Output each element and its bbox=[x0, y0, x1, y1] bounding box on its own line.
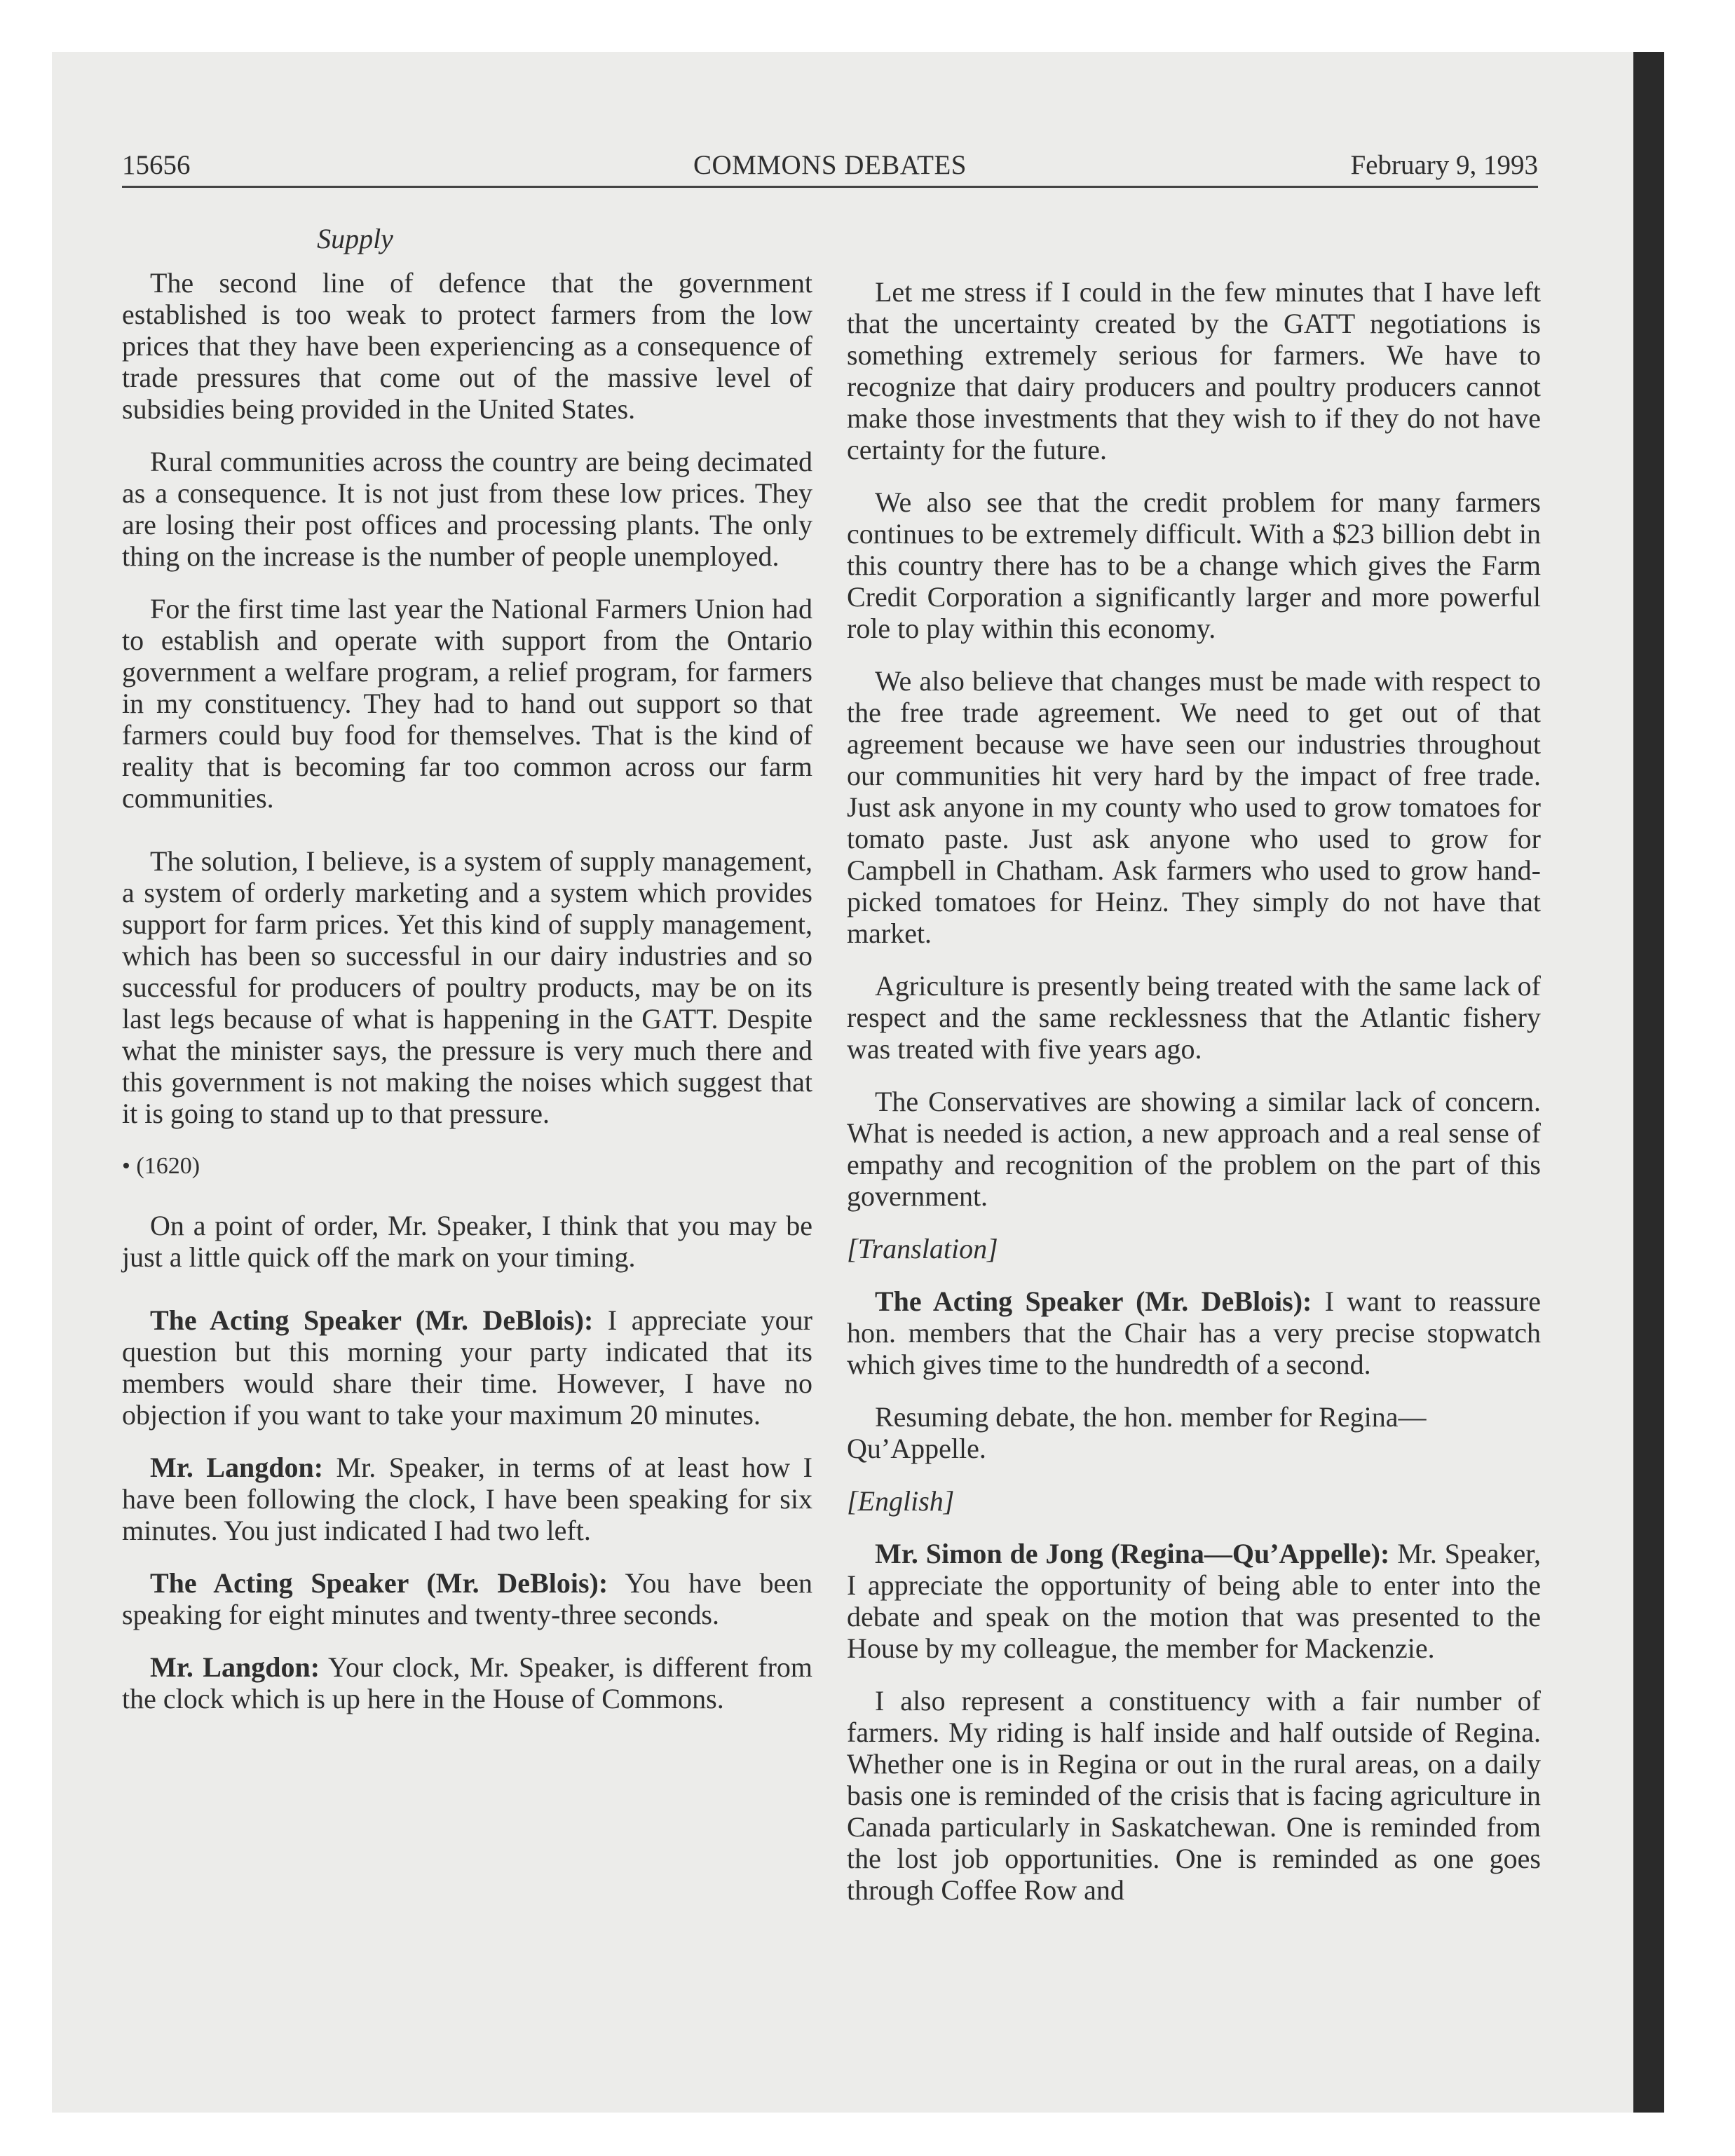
speech-text: Your clock, Mr. Speaker, is different from the clock which is up here in the House of Commons. bbox=[122, 1651, 813, 1714]
time-marker: • (1620) bbox=[122, 1153, 200, 1179]
paragraph: We also believe that changes must be made with respect to the free trade agreement. We need to get out of that agreement because we have seen our industries throughout our communities hit very hard by the impact of free trade. Just ask anyone in my county who used to grow tomatoes for tomato paste. Just ask anyone who used to grow for Campbell in Chatham. Ask farmers who used to grow hand-picked tomatoes for Heinz. They simply do not have that market. bbox=[847, 665, 1541, 949]
right-column bbox=[847, 276, 1541, 1927]
speaker-name: The Acting Speaker (Mr. DeBlois): bbox=[150, 1567, 608, 1599]
header-rule bbox=[122, 186, 1538, 188]
speech bbox=[122, 1452, 812, 1546]
speech-text: Mr. Speaker, in terms of at least how I have been following the clock, I have been speaking for six minutes. You just indicated I had two left. bbox=[122, 1452, 812, 1546]
language-marker: [Translation] bbox=[847, 1233, 998, 1264]
speech bbox=[122, 1651, 812, 1714]
paragraph: The Conservatives are showing a similar lack of concern. What is needed is action, a new approach and a real sense of empathy and recognition of the problem on the part of this government. bbox=[847, 1086, 1541, 1212]
speaker-name: Mr. Langdon: bbox=[150, 1452, 324, 1483]
paragraph: The second line of defence that the government established is too weak to protect farmers from the low prices that they have been experiencing as a consequence of trade pressures that come out of the massive level of subsidies being provided in the United States. bbox=[122, 267, 812, 425]
speech bbox=[847, 1285, 1541, 1380]
paragraph: Rural communities across the country are being decimated as a consequence. It is not just from these low prices. They are losing their post offices and processing plants. The only thing on the increase is the number of people unemployed. bbox=[122, 446, 812, 572]
paragraph: The solution, I believe, is a system of supply management, a system of orderly marketing and a system which provides support for farm prices. Yet this kind of supply management, which has been so successful in our dairy industries and so successful for producers of poultry products, may be on its last legs because of what is happening in the GATT. Despite what the minister says, the pressure is very much there and this government is not making the noises which suggest that it is going to stand up to that pressure. bbox=[122, 845, 812, 1129]
speech bbox=[847, 1538, 1541, 1664]
paragraph: For the first time last year the National Farmers Union had to establish and operate with support from the Ontario government a welfare program, a relief program, for farmers in my constituency. They had to hand out support so that farmers could buy food for themselves. That is the kind of reality that is becoming far too common across our farm communities. bbox=[122, 593, 812, 814]
left-column bbox=[122, 210, 812, 1735]
scan-edge bbox=[1633, 52, 1664, 2113]
speaker-name: Mr. Langdon: bbox=[150, 1651, 320, 1683]
running-head bbox=[122, 144, 1538, 186]
section-label: Supply bbox=[317, 223, 393, 254]
page-number: 15656 bbox=[122, 150, 191, 180]
paragraph: Agriculture is presently being treated with the same lack of respect and the same recklessness that the Atlantic fishery was treated with five years ago. bbox=[847, 970, 1541, 1065]
speaker-name: The Acting Speaker (Mr. DeBlois): bbox=[875, 1285, 1312, 1317]
speech bbox=[122, 1304, 812, 1431]
publication-title: COMMONS DEBATES bbox=[693, 150, 967, 180]
language-marker: [English] bbox=[847, 1485, 955, 1517]
speaker-name: The Acting Speaker (Mr. DeBlois): bbox=[150, 1304, 594, 1336]
speech-text: Mr. Speaker, I appreciate the opportunity of being able to enter into the debate and speak on the motion that was presented to the House by my colleague, the member for Mackenzie. bbox=[847, 1538, 1542, 1664]
speaker-name: Mr. Simon de Jong (Regina—Qu’Appelle): bbox=[875, 1538, 1390, 1569]
paragraph: I also represent a constituency with a fair number of farmers. My riding is half inside and half outside of Regina. Whether one is in Regina or out in the rural areas, on a daily basis one is reminded of the crisis that is facing agriculture in Canada particularly in Saskatchewan. One is reminded from the lost job opportunities. One is reminded as one goes through Coffee Row and bbox=[847, 1685, 1541, 1906]
speech-text: You have been speaking for eight minutes and twenty-three seconds. bbox=[122, 1567, 813, 1630]
paragraph: We also see that the credit problem for many farmers continues to be extremely difficult. With a $23 billion debt in this country there has to be a change which gives the Farm Credit Corporation a significantly larger and more powerful role to play within this economy. bbox=[847, 486, 1541, 644]
paragraph: Let me stress if I could in the few minutes that I have left that the uncertainty created by the GATT negotiations is something extremely serious for farmers. We have to recognize that dairy producers and poultry producers cannot make those investments that they wish to if they do not have certainty for the future. bbox=[847, 276, 1541, 465]
issue-date: February 9, 1993 bbox=[1350, 150, 1538, 180]
paragraph: On a point of order, Mr. Speaker, I think that you may be just a little quick off the mark on your timing. bbox=[122, 1210, 812, 1273]
paragraph: Resuming debate, the hon. member for Regina—Qu’Appelle. bbox=[847, 1401, 1427, 1464]
speech bbox=[122, 1567, 812, 1630]
speech-text: I appreciate your question but this morning your party indicated that its members would share their time. However, I have no objection if you want to take your maximum 20 minutes. bbox=[122, 1304, 812, 1431]
speech-text: I want to reassure hon. members that the Chair has a very precise stopwatch which gives time to the hundredth of a second. bbox=[847, 1285, 1541, 1380]
